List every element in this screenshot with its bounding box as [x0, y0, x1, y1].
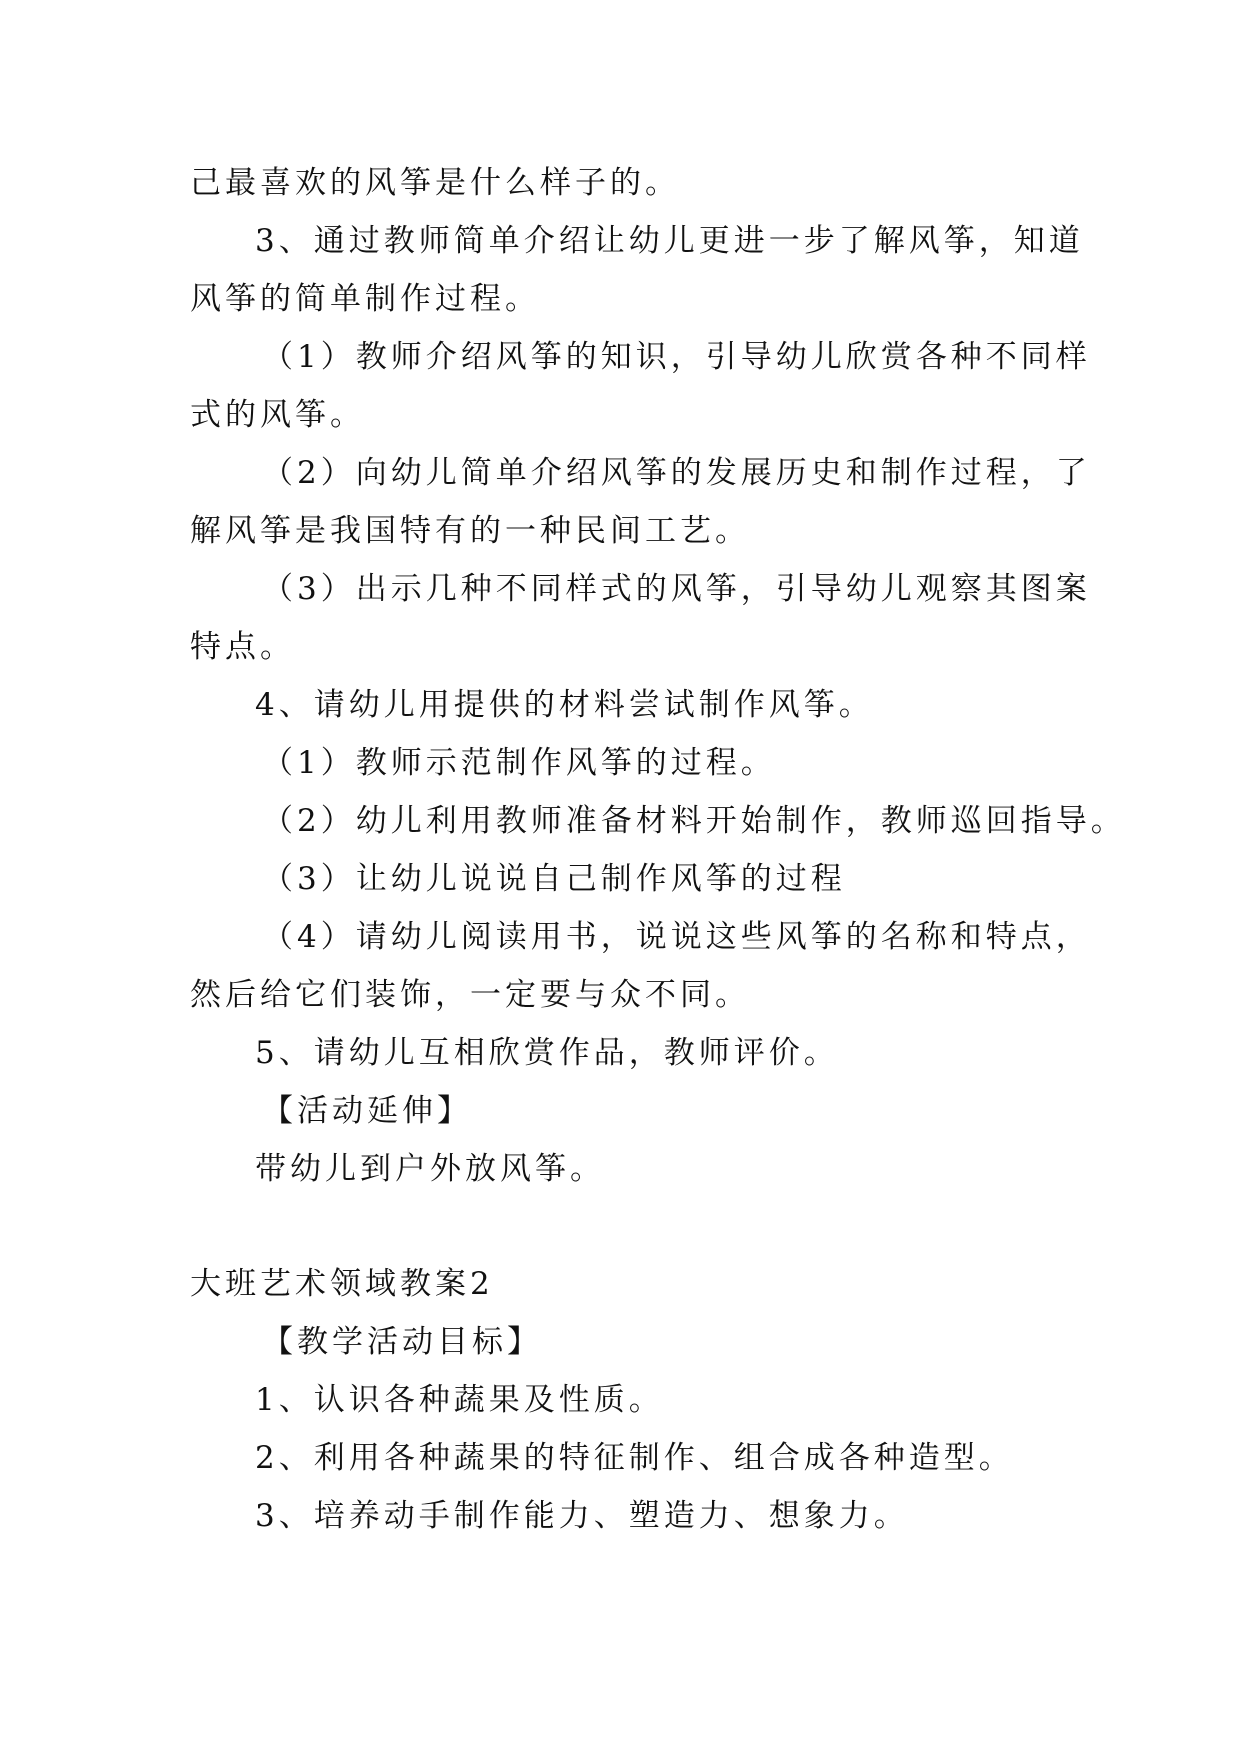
- section-heading: 【活动延伸】: [262, 1093, 472, 1129]
- text-line: 4、请幼儿用提供的材料尝试制作风筝。: [255, 687, 874, 723]
- text-line: （4）请幼儿阅读用书，说说这些风筝的名称和特点，: [262, 919, 1091, 955]
- text-line: 3、通过教师简单介绍让幼儿更进一步了解风筝，知道: [255, 223, 1084, 259]
- text-line: 式的风筝。: [190, 397, 365, 433]
- text-line: 带幼儿到户外放风筝。: [255, 1151, 605, 1187]
- text-line: （3）出示几种不同样式的风筝，引导幼儿观察其图案: [262, 571, 1091, 607]
- text-line: 特点。: [190, 629, 295, 665]
- text-line: （1）教师示范制作风筝的过程。: [262, 745, 776, 781]
- text-line: （1）教师介绍风筝的知识，引导幼儿欣赏各种不同样: [262, 339, 1091, 375]
- text-line: 2、利用各种蔬果的特征制作、组合成各种造型。: [255, 1440, 1014, 1476]
- section-heading: 【教学活动目标】: [262, 1324, 542, 1360]
- text-line: 3、培养动手制作能力、塑造力、想象力。: [255, 1498, 909, 1534]
- text-line: （2）幼儿利用教师准备材料开始制作，教师巡回指导。: [262, 803, 1126, 839]
- document-title: 大班艺术领域教案2: [190, 1266, 494, 1302]
- text-line: 5、请幼儿互相欣赏作品，教师评价。: [255, 1035, 839, 1071]
- text-line: （2）向幼儿简单介绍风筝的发展历史和制作过程，了: [262, 455, 1091, 491]
- text-line: 然后给它们装饰，一定要与众不同。: [190, 977, 750, 1013]
- text-line: 解风筝是我国特有的一种民间工艺。: [190, 513, 750, 549]
- text-line: （3）让幼儿说说自己制作风筝的过程: [262, 861, 846, 897]
- text-line: 1、认识各种蔬果及性质。: [255, 1382, 664, 1418]
- text-line: 风筝的简单制作过程。: [190, 281, 540, 317]
- text-line: 己最喜欢的风筝是什么样子的。: [190, 165, 680, 201]
